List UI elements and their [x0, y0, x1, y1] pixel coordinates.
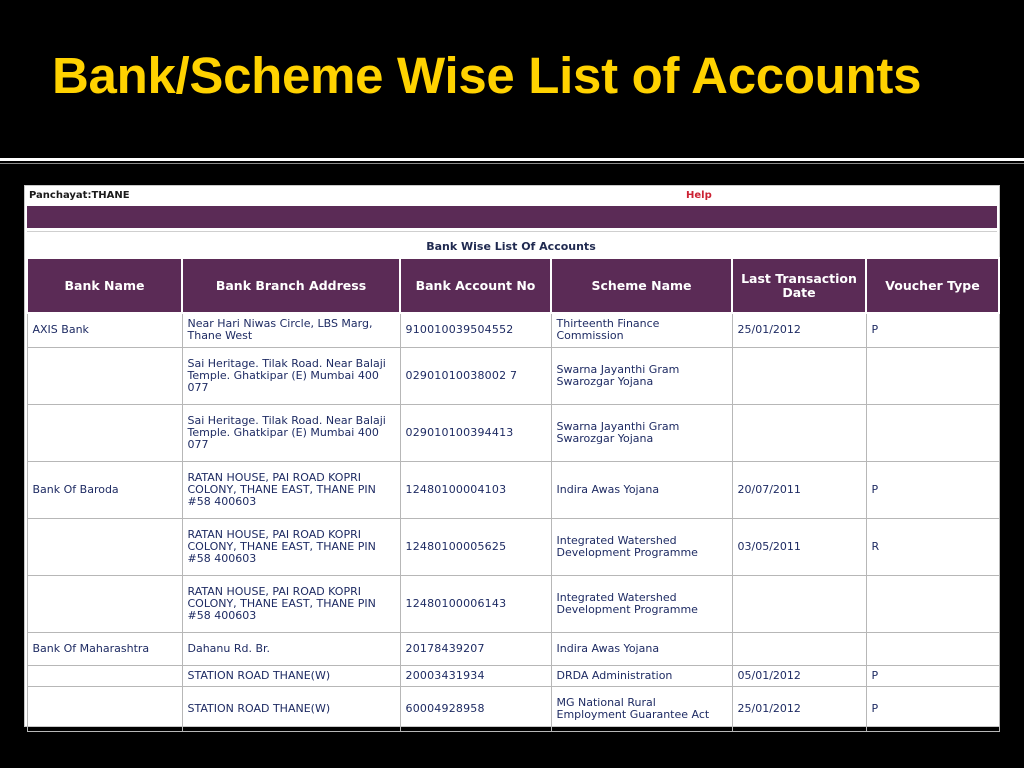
cell-last-transaction-date: 03/05/2011 — [732, 518, 866, 575]
table-header-row — [27, 258, 999, 313]
cell-last-transaction-date: 20/07/2011 — [732, 461, 866, 518]
cell-branch-address: STATION ROAD THANE(W) — [182, 686, 400, 731]
cell-voucher-type: P — [866, 686, 999, 731]
cell-branch-address: RATAN HOUSE, PAI ROAD KOPRI COLONY, THANE EAST, THANE PIN #58 400603 — [182, 461, 400, 518]
table-row — [27, 575, 999, 632]
table-row — [27, 686, 999, 731]
cell-last-transaction-date — [732, 404, 866, 461]
cell-voucher-type — [866, 575, 999, 632]
cell-voucher-type — [866, 632, 999, 665]
cell-branch-address: Dahanu Rd. Br. — [182, 632, 400, 665]
cell-scheme-name: Thirteenth Finance Commission — [551, 313, 732, 347]
cell-last-transaction-date: 25/01/2012 — [732, 313, 866, 347]
table-row — [27, 313, 999, 347]
help-link[interactable]: Help — [686, 190, 712, 201]
cell-bank-name: AXIS Bank — [27, 313, 182, 347]
accounts-panel — [24, 185, 1000, 727]
slide-title: Bank/Scheme Wise List of Accounts — [52, 47, 922, 104]
cell-branch-address: STATION ROAD THANE(W) — [182, 665, 400, 686]
panel-header-bar — [27, 206, 997, 228]
title-divider-thin — [0, 163, 1024, 164]
cell-branch-address: Sai Heritage. Tilak Road. Near Balaji Temple. Ghatkipar (E) Mumbai 400 077 — [182, 347, 400, 404]
cell-voucher-type: P — [866, 665, 999, 686]
column-header-last-transaction-date: Last Transaction Date — [732, 258, 866, 313]
cell-scheme-name: DRDA Administration — [551, 665, 732, 686]
accounts-table — [26, 257, 1000, 732]
cell-voucher-type: P — [866, 313, 999, 347]
cell-last-transaction-date — [732, 575, 866, 632]
cell-last-transaction-date — [732, 347, 866, 404]
cell-last-transaction-date: 05/01/2012 — [732, 665, 866, 686]
cell-scheme-name: Swarna Jayanthi Gram Swarozgar Yojana — [551, 347, 732, 404]
cell-voucher-type: P — [866, 461, 999, 518]
cell-account-no: 910010039504552 — [400, 313, 551, 347]
cell-voucher-type: R — [866, 518, 999, 575]
cell-branch-address: Sai Heritage. Tilak Road. Near Balaji Temple. Ghatkipar (E) Mumbai 400 077 — [182, 404, 400, 461]
cell-account-no: 02901010038002 7 — [400, 347, 551, 404]
cell-bank-name — [27, 686, 182, 731]
table-row — [27, 632, 999, 665]
cell-account-no: 029010100394413 — [400, 404, 551, 461]
cell-account-no: 12480100004103 — [400, 461, 551, 518]
cell-branch-address: Near Hari Niwas Circle, LBS Marg, Thane West — [182, 313, 400, 347]
cell-voucher-type — [866, 404, 999, 461]
cell-bank-name — [27, 665, 182, 686]
panel-info-row — [25, 186, 997, 205]
column-header-scheme-name: Scheme Name — [551, 258, 732, 313]
column-header-account-no: Bank Account No — [400, 258, 551, 313]
cell-branch-address: RATAN HOUSE, PAI ROAD KOPRI COLONY, THANE EAST, THANE PIN #58 400603 — [182, 575, 400, 632]
cell-scheme-name: Integrated Watershed Development Programme — [551, 518, 732, 575]
table-row — [27, 518, 999, 575]
cell-bank-name — [27, 518, 182, 575]
cell-account-no: 20003431934 — [400, 665, 551, 686]
cell-scheme-name: MG National Rural Employment Guarantee Act — [551, 686, 732, 731]
table-row — [27, 461, 999, 518]
cell-scheme-name: Integrated Watershed Development Programme — [551, 575, 732, 632]
cell-last-transaction-date: 25/01/2012 — [732, 686, 866, 731]
cell-scheme-name: Indira Awas Yojana — [551, 461, 732, 518]
cell-branch-address: RATAN HOUSE, PAI ROAD KOPRI COLONY, THANE EAST, THANE PIN #58 400603 — [182, 518, 400, 575]
cell-bank-name: Bank Of Maharashtra — [27, 632, 182, 665]
cell-last-transaction-date — [732, 632, 866, 665]
cell-bank-name — [27, 404, 182, 461]
cell-account-no: 20178439207 — [400, 632, 551, 665]
cell-scheme-name: Indira Awas Yojana — [551, 632, 732, 665]
grid-title: Bank Wise List Of Accounts — [426, 240, 596, 253]
cell-bank-name — [27, 347, 182, 404]
panel-separator — [27, 231, 997, 232]
title-divider — [0, 158, 1024, 161]
cell-scheme-name: Swarna Jayanthi Gram Swarozgar Yojana — [551, 404, 732, 461]
column-header-bank-name: Bank Name — [27, 258, 182, 313]
cell-account-no: 12480100006143 — [400, 575, 551, 632]
table-row — [27, 347, 999, 404]
panchayat-label: Panchayat:THANE — [29, 190, 130, 201]
cell-voucher-type — [866, 347, 999, 404]
cell-account-no: 12480100005625 — [400, 518, 551, 575]
cell-bank-name: Bank Of Baroda — [27, 461, 182, 518]
cell-account-no: 60004928958 — [400, 686, 551, 731]
column-header-branch-address: Bank Branch Address — [182, 258, 400, 313]
cell-bank-name — [27, 575, 182, 632]
table-row — [27, 665, 999, 686]
column-header-voucher-type: Voucher Type — [866, 258, 999, 313]
table-row — [27, 404, 999, 461]
